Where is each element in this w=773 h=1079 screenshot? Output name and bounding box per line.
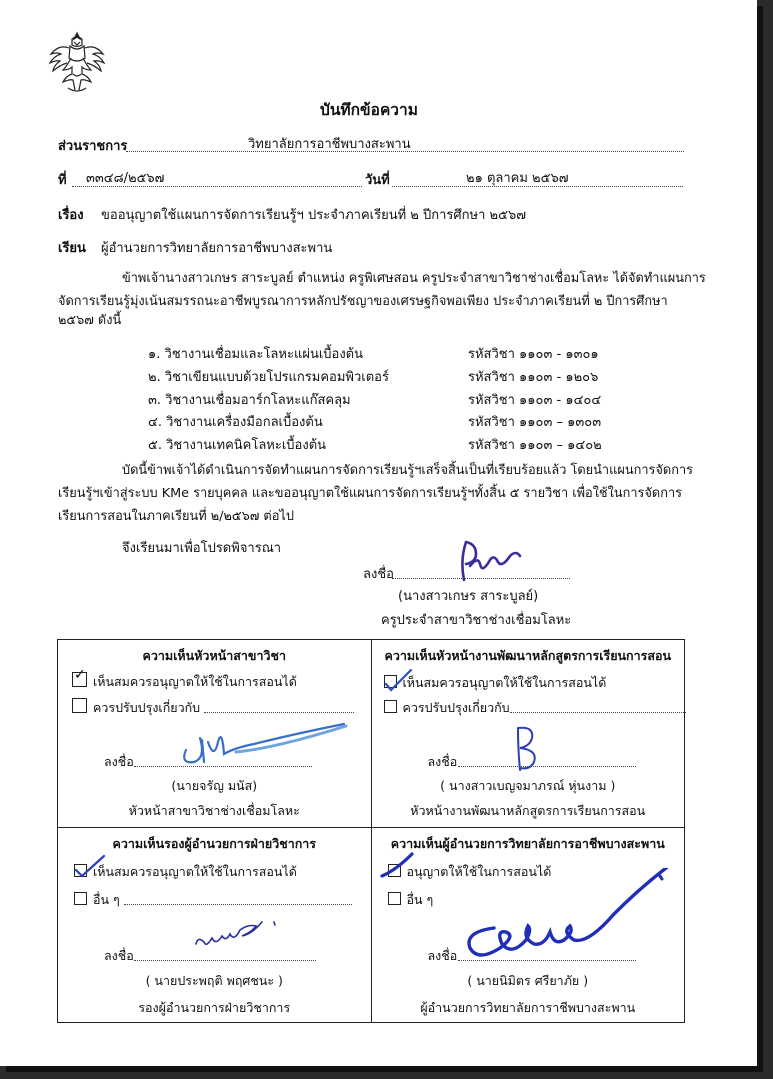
opinion-signer-position: หัวหน้าสาขาวิชาช่างเชื่อมโลหะ <box>128 803 300 818</box>
page-shadow-bottom <box>6 1066 763 1072</box>
date-label: วันที่ <box>365 173 390 188</box>
course-code: รหัสวิชา ๑๑๐๓ – ๑๓๐๓ <box>468 415 602 430</box>
signature-director <box>464 868 674 968</box>
opinion-title: ความเห็นรองผู้อำนวยการฝ่ายวิชาการ <box>112 836 317 851</box>
sign-dotted-line <box>458 766 636 767</box>
outro-line-3: เรียนการสอนในภาคเรียนที่ ๒/๒๕๖๗ ต่อไป <box>58 509 294 524</box>
opinion-title: ความเห็นผู้อำนวยการวิทยาลัยการอาชีพบางสะพาน <box>390 836 665 851</box>
sign-label: ลงชื่อ <box>104 754 134 769</box>
opinion-signer-position: รองผู้อำนวยการฝ่ายวิชาการ <box>138 1000 291 1015</box>
sign-label: ลงชื่อ <box>427 948 458 963</box>
check-mark-icon <box>378 850 418 882</box>
dept-label: ส่วนราชการ <box>58 139 128 154</box>
opinion-signer-name: ( นายนิมิตร ศรียาภัย ) <box>467 973 589 988</box>
intro-line-2: จัดการเรียนรู้มุ่งเน้นสมรรถนะอาชีพบูรณาการหลักปรัชญาของเศรษฐกิจพอเพียง ประจำภาคเรียนที่ ๒ ปีการศึกษา <box>58 294 668 309</box>
course-name: ๕. วิชางานเทคนิคโลหะเบื้องต้น <box>148 438 327 453</box>
intro-line-1: ข้าพเจ้านางสาวเกษร สาระบูลย์ ตำแหน่ง ครูพิเศษสอน ครูประจำสาขาวิชาช่างเชื่อมโลหะ ได้จัดทำแผนการ <box>122 271 706 286</box>
check-mark-icon <box>380 666 416 694</box>
course-code: รหัสวิชา ๑๑๐๓ - ๑๒๐๖ <box>468 370 599 385</box>
checkbox-unchecked[interactable] <box>388 892 401 905</box>
option-label: อนุญาตให้ใช้ในการสอนได้ <box>406 864 552 879</box>
opinion-cell-department-head <box>58 640 372 828</box>
option-label: ควรปรับปรุงเกี่ยวกับ <box>93 700 201 715</box>
course-name: ๓. วิชางานเชื่อมอาร์กโลหะแก๊สคลุม <box>148 393 351 408</box>
dept-value: วิทยาลัยการอาชีพบางสะพาน <box>248 137 411 152</box>
course-code: รหัสวิชา ๑๑๐๓ - ๑๔๐๔ <box>468 393 602 408</box>
doc-number-label: ที่ <box>58 173 67 188</box>
sign-label: ลงชื่อ <box>104 948 134 963</box>
opinion-table <box>57 639 685 1023</box>
memo-title: บันทึกข้อความ <box>320 101 418 119</box>
signature-curriculum-head <box>510 724 544 774</box>
course-code: รหัสวิชา ๑๑๐๓ - ๑๓๐๑ <box>468 347 599 362</box>
other-dotted-line <box>124 904 352 905</box>
opinion-cell-director <box>371 828 685 1023</box>
course-name: ๑. วิชางานเชื่อมและโลหะแผ่นเบื้องต้น <box>148 347 364 362</box>
option-label: เห็นสมควรอนุญาตให้ใช้ในการสอนได้ <box>93 864 297 879</box>
checkbox-unchecked[interactable] <box>384 700 397 713</box>
course-code: รหัสวิชา ๑๑๐๓ – ๑๔๐๒ <box>468 438 602 453</box>
page-shadow-right <box>757 6 763 1072</box>
sign-label: ลงชื่อ <box>363 567 394 582</box>
signer-position: ครูประจำสาขาวิชาช่างเชื่อมโลหะ <box>381 613 572 628</box>
opinion-signer-position: หัวหน้างานพัฒนาหลักสูตรการเรียนการสอน <box>410 803 646 818</box>
signer-name: (นางสาวเกษร สาระบูลย์) <box>398 589 539 604</box>
closing-text: จึงเรียนมาเพื่อโปรดพิจารณา <box>122 541 282 556</box>
checkbox-unchecked[interactable] <box>74 892 87 905</box>
recipient-value: ผู้อำนวยการวิทยาลัยการอาชีพบางสะพาน <box>101 241 333 256</box>
opinion-signer-name: ( นายประพฤติ พฤศชนะ ) <box>145 973 283 988</box>
check-mark-icon <box>72 852 108 882</box>
opinion-option-approve[interactable] <box>384 673 607 693</box>
subject-value: ขออนุญาตใช้แผนการจัดการเรียนรู้ฯ ประจำภาคเรียนที่ ๒ ปีการศึกษา ๒๕๖๗ <box>101 208 526 223</box>
option-label: อื่น ๆ <box>406 892 434 907</box>
doc-number-value: ๓๓๔๘/๒๕๖๗ <box>86 171 165 186</box>
opinion-signer-name: ( นางสาวเบญจมาภรณ์ หุ่นงาม ) <box>440 778 616 793</box>
recipient-label: เรียน <box>58 241 86 256</box>
course-name: ๔. วิชางานเครื่องมือกลเบื้องต้น <box>148 415 323 430</box>
date-value: ๒๑ ตุลาคม ๒๕๖๗ <box>466 171 569 186</box>
revise-dotted-line <box>510 712 686 713</box>
signature-deputy-director <box>190 918 280 958</box>
checkbox-checked[interactable] <box>72 667 87 687</box>
opinion-title: ความเห็นหัวหน้างานพัฒนาหลักสูตรการเรียนการสอน <box>384 648 672 663</box>
signature-author <box>452 538 528 584</box>
opinion-option-other[interactable] <box>74 890 120 910</box>
opinion-signer-name: (นายจรัญ มนัส) <box>171 778 258 793</box>
check-mark-icon: ✓ <box>74 667 86 683</box>
checkbox-unchecked[interactable] <box>72 698 87 713</box>
opinion-cell-deputy-director <box>58 828 372 1023</box>
opinion-option-other[interactable] <box>388 890 434 910</box>
opinion-title: ความเห็นหัวหน้าสาขาวิชา <box>142 648 286 663</box>
option-label: ควรปรับปรุงเกี่ยวกับ <box>402 700 510 715</box>
opinion-cell-curriculum-head <box>371 640 685 828</box>
garuda-emblem-icon <box>46 30 108 96</box>
opinion-signer-position: ผู้อำนวยการวิทยาลัยการาชีพบางสะพาน <box>420 1000 636 1015</box>
opinion-option-approve[interactable] <box>72 667 297 692</box>
signature-department-head <box>176 720 356 774</box>
subject-label: เรื่อง <box>58 208 84 223</box>
sign-dotted-line <box>134 960 316 961</box>
revise-dotted-line <box>204 712 354 713</box>
course-name: ๒. วิชาเขียนแบบด้วยโปรแกรมคอมพิวเตอร์ <box>148 370 389 385</box>
outro-line-1: บัดนี้ข้าพเจ้าได้ดำเนินการจัดทำแผนการจัดการเรียนรู้ฯเสร็จสิ้นเป็นที่เรียบร้อยแล้ว โดยนำแผนการจัดการ <box>122 463 694 478</box>
intro-line-3: ๒๕๖๗ ดังนี้ <box>58 313 122 328</box>
option-label: อื่น ๆ <box>93 892 120 907</box>
sign-label: ลงชื่อ <box>427 754 458 769</box>
opinion-option-revise[interactable] <box>72 698 200 718</box>
option-label: เห็นสมควรอนุญาตให้ใช้ในการสอนได้ <box>402 675 607 690</box>
option-label: เห็นสมควรอนุญาตให้ใช้ในการสอนได้ <box>93 674 297 689</box>
opinion-option-revise[interactable] <box>384 698 510 718</box>
outro-line-2: เรียนรู้ฯเข้าสู่ระบบ KMe รายบุคคล และขออนุญาตใช้แผนการจัดการเรียนรู้ฯทั้งสิ้น ๕ รายวิชา เพื่อใช้ในการจัดการ <box>58 486 683 501</box>
